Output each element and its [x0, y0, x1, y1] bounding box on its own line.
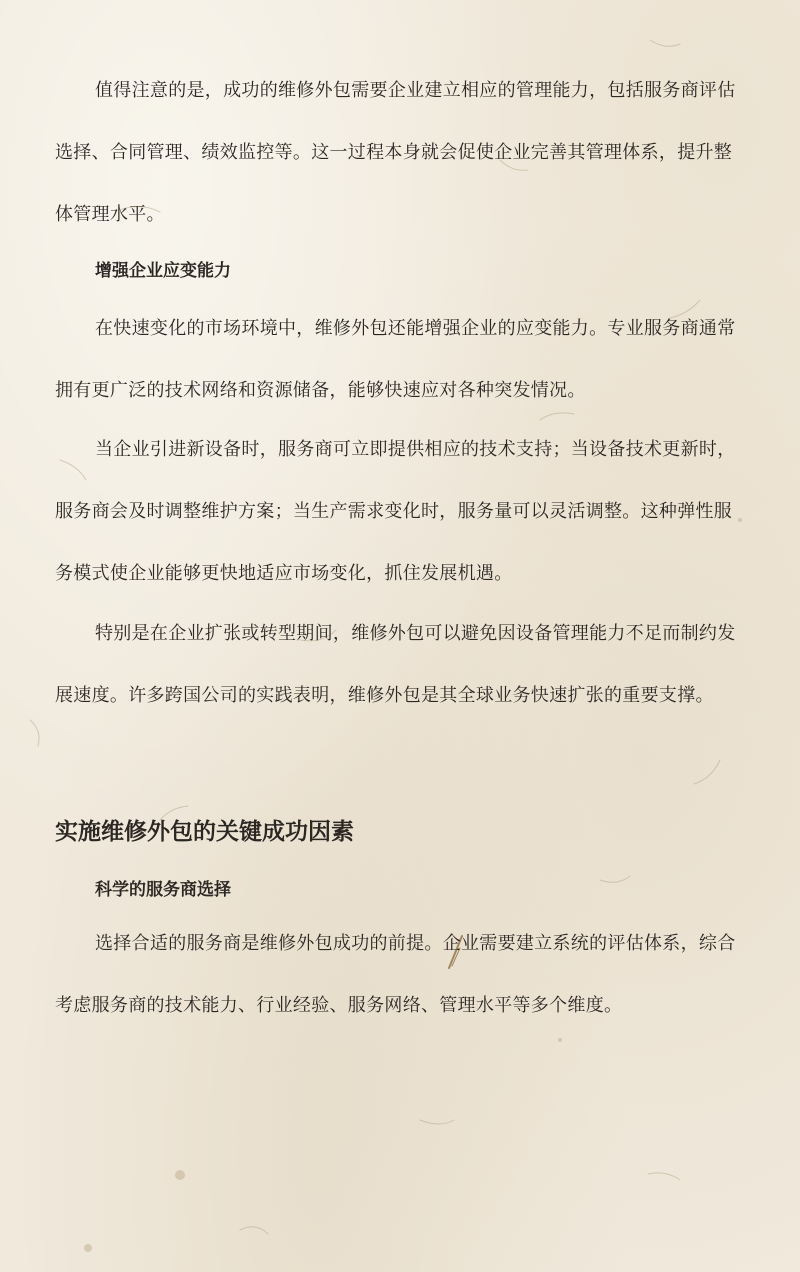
section-title: 实施维修外包的关键成功因素 — [55, 819, 354, 845]
paragraph: 当企业引进新设备时，服务商可立即提供相应的技术支持；当设备技术更新时，服务商会及时调整维护方案；当生产需求变化时，服务量可以灵活调整。这种弹性服务模式使企业能够更快地适应市场变化，抓住发展机遇。 — [55, 439, 736, 584]
paragraph: 值得注意的是，成功的维修外包需要企业建立相应的管理能力，包括服务商评估选择、合同管理、绩效监控等。这一过程本身就会促使企业完善其管理体系，提升整体管理水平。 — [55, 80, 736, 225]
subheading: 增强企业应变能力 — [95, 261, 231, 281]
paragraph: 选择合适的服务商是维修外包成功的前提。企业需要建立系统的评估体系，综合考虑服务商的技术能力、行业经验、服务网络、管理水平等多个维度。 — [55, 933, 736, 1016]
paragraph: 特别是在企业扩张或转型期间，维修外包可以避免因设备管理能力不足而制约发展速度。许多跨国公司的实践表明，维修外包是其全球业务快速扩张的重要支撑。 — [55, 623, 736, 706]
paragraph: 在快速变化的市场环境中，维修外包还能增强企业的应变能力。专业服务商通常拥有更广泛的技术网络和资源储备，能够快速应对各种突发情况。 — [55, 318, 736, 401]
subheading: 科学的服务商选择 — [95, 880, 231, 900]
